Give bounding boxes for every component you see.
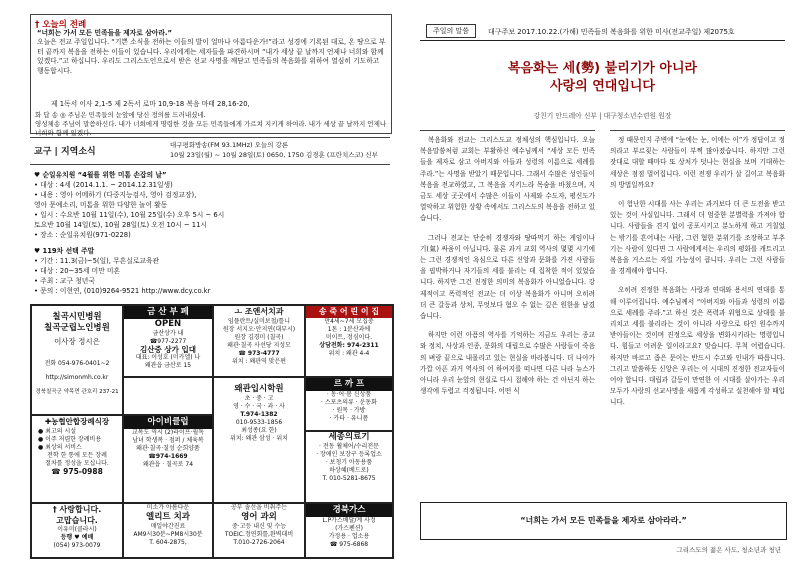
ad-kinder-l3: 미이트, 정심이다. xyxy=(325,334,373,341)
pull-quote: “너희는 가서 모든 민족들을 제자로 삼아라라.” xyxy=(420,502,787,540)
ad-thanks-l2: 이유미(클라시) xyxy=(57,526,97,533)
ad-academy-l1: 초 · 중 · 고 xyxy=(244,395,274,402)
ad-gas xyxy=(305,503,393,558)
ad-thanks-l1: 고맙습니다. xyxy=(56,516,98,525)
ad-hospital-sub: 칠곡군립노인병원 xyxy=(44,323,110,333)
quote-text: 오늘은 전교 주일입니다. “기쁜 소식을 전하는 이들의 발이 얼마나 아름다운가!”라고 성경에 기록된 대로, 온 땅으로 부터 끝까지 복음을 전하는 이들이 있습니다. 우리에게는 세자들을 파견하시며 “내가 세상 끝 날까지 언제나 너희와 함께 있겠다.”고 하십니다. 우리도 그리스도인으로서 받은 선교 사명을 깨닫고 민족들의 복음화를 위하여 열심히 기도하고 행동합시다. xyxy=(37,38,386,75)
todays-liturgy-box xyxy=(30,14,392,137)
article-paragraph: 하지만 이런 아픔의 역사를 기억하는 지금도 우리는 종교와 정치, 사상과 인종, 문화의 대립으로 수많은 사람들이 죽음의 벼랑 끝으로 내몰리고 있는 현실을 바라봅니다. 더 나아가 가깝 아픈 과거 역사의 어 하여지를 떠나면 다른 나라 뉴스가 아니라 우리 눈앞의 현실로 다시 접해야 하는 건 아닌지 하는 생각에 두렵고 걱정됩니다. 어떤 식 xyxy=(420,331,595,396)
article-paragraph: 정 때문인지 주변에 “눈에는 눈, 이에는 이”가 정답이고 정의라고 부르짖는 사람들이 부쩍 많아졌습니다. 하지만 그런 잣대로 대할 때마다 또 상처가 덧나는 현실을 보며 기대하는 세상은 점점 멀어집니다. 이런 전쟁 우리가 살 길이고 복음화의 방법일까요? xyxy=(610,136,785,189)
caption: 그리스도의 젊은 사도, 청소년과 청년 xyxy=(676,546,781,554)
ad-kinder-l5: 위치 : 왜관 4-4 xyxy=(328,350,370,357)
article-paragraph: 그러나 전교는 단순히 경쟁자와 땅따먹기 하는 게임이나 기(氣) 싸움이 아닙니다. 물론 과거 교회 역사의 몇몇 시기에는 그런 경쟁적인 욕심으로 다른 신앙과 문화를 가진 사람들을 핍박하거나 자기들의 세를 불리는 데 집착한 적이 있었습니다. 하지만 그건 진정한 의미의 복음화가 아니었습니다. 강제적이고 폭력적인 전교는 더 이상 복음화가 아니며 오히려 더 큰 갈등과 상처, 무엇보다 혐오 수 없는 깊은 원한을 남겼습니다. xyxy=(420,233,595,321)
ad-gas-head: 경북가스 xyxy=(306,504,392,517)
ad-medical-l1: · 전동 휠체어/수리전문 xyxy=(319,443,379,450)
ad-hospital-web[interactable]: http://simonmh.co.kr xyxy=(45,374,109,381)
ad-medical-l3: · 보청기 아동용품 xyxy=(325,459,373,466)
ad-thanks xyxy=(31,503,123,558)
ad-medical-l2: · 장애인 보장구 등록업소 xyxy=(316,451,382,458)
right-header xyxy=(420,22,785,41)
ads-grid xyxy=(30,304,394,559)
ad-english-tel: T.010-2726-2064 xyxy=(233,539,285,546)
ad-academy xyxy=(213,377,305,503)
ad-dental-1-tel: ☎ 973-4777 xyxy=(238,350,280,357)
ad-medical-name: 하상혜(베드로) xyxy=(329,467,369,474)
ad-academy-head: 왜관입시학원 xyxy=(234,384,284,394)
communion-antiphon: 영성체송 주님이 말씀하신다. 내가 너희에게 명령한 것을 모든 민족들에게 가르쳐 지키게 하여라. 내가 세상 끝 날까지 언제나 너희와 함께 있겠다. xyxy=(35,119,387,137)
event-line: • 문의 : 이현연, (010)9264-9521 http://www.dcy.co.kr xyxy=(34,287,211,295)
article-paragraph: 오히려 진정한 복음화는 사랑과 연대와 용서의 연대를 통해 이루어집니다. 예수님께서 “아버지와 아들과 성령의 이름으로 세례를 주라.”고 하신 것은 폭력과 위협으로 상대를 불리치고 세를 불리라는 것이 아니라 사랑으로 타인 원수까지 받아들이는 것이며 진정으로 세상을 변화시키라는 명령입니다. 힘들고 어려운 일이라고요? 맞습니다. 무척 어렵습니다. 하지만 바르고 좁은 문이는 반드시 수고와 인내가 따릅니다. 그리고 말씀하듯 신앙은 우리는 이 시대의 진정한 전교자들이 어야 합니다. 대립과 갈등이 만연한 이 시대를 살아가는 우리 모두가 사랑의 선교사명을 새롭게 각성하고 실천해야 할 때입니다. xyxy=(610,286,785,407)
ad-gas-l2: (가스펜션) xyxy=(335,525,363,532)
ad-funeral-l4: 전학 한 통에 모든 장례 xyxy=(47,452,107,459)
ad-dental-1-addr: 위치 : 왜관역 맞은편 xyxy=(231,358,287,365)
ad-lecaf-l3: · 원목 · 가방 xyxy=(332,407,366,414)
ad-elite-tel: T. 604-2875, xyxy=(149,539,187,546)
ad-lecaf xyxy=(305,377,393,431)
ad-kinder-l1: 만4세~7세 모집중 xyxy=(324,318,374,325)
ad-funeral-tel: ☎ 975-0988 xyxy=(51,467,103,476)
ad-elite-l1: 매일야간진료 xyxy=(150,523,186,530)
ad-ivy-l4: 왜관읍 · 칠곡로 74 xyxy=(142,461,194,468)
ad-lecaf-l2: · 스포츠의류 · 운동화 xyxy=(321,399,377,406)
ad-english-l1: 중·고등 내신 및 수능 xyxy=(232,523,286,530)
event-line: • 내용 : 영아 어메하기 (다중지능검사, 영아 검정교장), xyxy=(34,191,197,199)
broadcast-line-2: 10월 23일(월) ~ 10월 28일(토) 0650, 1750 김경훈 (프란치스코) 신부 xyxy=(170,151,378,159)
ad-english-name: 영어 과외 xyxy=(241,512,277,522)
ad-dental-1-l4: 왜관·칠곡 사선당 지성모 xyxy=(227,342,291,349)
ad-buffet-name: 김산중 상가 입대 xyxy=(140,345,196,354)
ad-academy-l3: 010-9533-1856 xyxy=(235,419,283,426)
ad-elite-head: 미소가 아름다운 xyxy=(146,504,190,511)
ad-funeral xyxy=(31,415,123,503)
ad-academy-l5: 위치: 왜관 삼성 · 위치 xyxy=(230,435,288,442)
article-column-right xyxy=(610,130,785,520)
ad-funeral-head: ✚농협안합장례식장 xyxy=(44,417,110,426)
ad-thanks-head: † 사랑합니다. xyxy=(52,505,102,514)
ad-english-head: 공부 솔선을 비춰주는 xyxy=(231,504,287,511)
response-psalm: 화 답 송 ◎ 주님은 민족들의 눈앞에 당신 정의를 드러내셨네. xyxy=(35,111,206,119)
ad-buffet-tel: ☎977-2277 xyxy=(149,338,187,345)
event-line: • 일시 : 수요반 10월 11일(수), 10월 25일(수) 오후 5시 ~ 6시 xyxy=(34,211,225,219)
ad-ivy-l1: 교복도 역시 (2)라이프·필독 xyxy=(131,429,205,436)
article-column-left xyxy=(420,130,595,520)
readings: 제 1독서 이사 2,1-5 제 2독서 로마 10,9-18 복음 마태 28,16-20, xyxy=(51,100,250,108)
ad-dental-1-l3: 원장 김경미 (칠곡) xyxy=(234,334,284,341)
ad-dental-1-l2: 원장 서지오·안지연(대부시) xyxy=(222,326,296,333)
event-line: 토요반 10월 14일(토), 10월 28일(토) 오전 10시 ~ 11시 xyxy=(34,221,207,229)
quote-bold: “너희는 가서 모든 민족들을 제자로 삼아라.” xyxy=(37,29,172,37)
left-page xyxy=(30,10,395,560)
ad-gas-l1: L.P가스배달/계 사정 xyxy=(322,517,376,524)
event-line: • 장소 : 순일유치원(971-0228) xyxy=(34,231,131,239)
title-line-1: 복음화는 세(勢) 불리기가 아니라 xyxy=(507,61,698,76)
diocese-news-title: 교구 | 지역소식 xyxy=(34,147,96,157)
diocese-news-header xyxy=(30,137,390,165)
ad-thanks-tel: (054) 973-0079 xyxy=(53,542,101,549)
ad-dental-1-head: ㅗ 조앤서치과 xyxy=(234,307,284,316)
ad-lecaf-l1: · 동·어·봄 신상품 xyxy=(326,391,372,398)
ad-english xyxy=(213,503,305,558)
ad-elite-name: 엘리트 치과 xyxy=(145,512,190,522)
ad-lecaf-l4: · 카타 · 유니폼 xyxy=(329,415,369,422)
ad-kinder-l2: 1톤 : 1분산과에 xyxy=(327,326,371,333)
ad-funeral-spacer xyxy=(123,377,213,415)
broadcast-line-1: 대구평화방송(FM 93.1MHz) 오늘의 강론 xyxy=(170,141,289,149)
article-paragraph: 복음화와 전교는 그리스도교 정체성의 핵심입니다. 오늘 복음말씀처럼 교회는 부활하신 예수님께서 “세상 모든 민족들을 제자로 삼고 아버지와 아들과 성령의 이름으로 세례를 주라.”는 사명을 받았기 때문입니다. 그래서 수많은 성인들이 복음을 전교하였고, 그 복음을 지키느라 목숨을 바쳤으며, 지금도 세상 곳곳에서 수많은 이들이 사제와 수도자, 평신도가 열악하고 위험한 상황 속에서도 그리스도의 복음을 전하고 있습니다. xyxy=(420,136,595,223)
event-line: • 대상 : 20~35세 미만 미혼 xyxy=(34,267,121,275)
ad-thanks-l3: 등행 ♥ 예배 xyxy=(60,534,94,541)
event-line: • 대상 : 4세 (2014.1.1. ~ 2014.12.31일생) xyxy=(34,181,173,189)
ad-medical-head: 세종의료기 xyxy=(328,432,370,442)
todays-liturgy-quote xyxy=(37,29,387,76)
ad-ivy-l2: 남녀 학생복 · 점퍼 / 체육복 xyxy=(132,437,204,444)
ad-dental-1 xyxy=(213,305,305,377)
ad-lecaf-head: 르 까 프 xyxy=(306,378,392,391)
ad-funeral-l1: ● 최고의 시설 xyxy=(38,428,77,435)
ad-funeral-l5: 절차를 정성을 모십니다. xyxy=(45,460,109,467)
event-line: • 주최 : 교구 청년국 xyxy=(34,277,95,285)
ad-academy-l4: 최성종(요 한) xyxy=(241,427,277,434)
article-author: 강친기 안드레아 신부 | 대구청소년수련원 원장 xyxy=(533,112,672,120)
issue-meta: 대구주보 2017.10.22.(가해) 민족들의 복음화를 위한 미사(전교주일) 제2075호 xyxy=(488,28,735,36)
ad-medical-tel: T. 010-5281-8675 xyxy=(322,475,376,482)
article-title xyxy=(420,60,785,96)
ad-kinder-l4: 상담전화: 974-2311 xyxy=(319,342,379,349)
ad-dental-1-l1: 임플란트/실미보철/틀니 xyxy=(227,318,290,325)
event-line: • 기간 : 11.3(금)~5(일), 무흔실로교육관 xyxy=(34,257,160,265)
ad-medical xyxy=(305,431,393,503)
ad-funeral-l2: ● 이주 저렴한 장례비용 xyxy=(38,436,102,443)
ad-academy-l2: 영 · 수 · 국 · 과 · 사 xyxy=(233,403,285,410)
ad-kindergarten xyxy=(305,305,393,377)
ad-hospital-tel: 전화 054-976-0401~2 xyxy=(44,360,110,367)
ad-buffet-sub: 금산상가 내 xyxy=(152,330,184,337)
ad-buffet xyxy=(123,305,213,377)
ad-hospital xyxy=(31,305,123,415)
ad-buffet-open: OPEN xyxy=(154,319,182,329)
ad-buffet-owner: 대표: 이성호 (미카엘) 나 xyxy=(135,354,201,361)
ad-ivy-tel: ☎974-1669 xyxy=(148,453,188,460)
ad-hospital-director: 이사장 정시은 xyxy=(54,337,100,346)
ad-ivy-club xyxy=(123,415,213,503)
section-label: 주일의 말씀 xyxy=(426,24,476,38)
event-line: ♥ 119차 선택 주말 xyxy=(34,247,95,255)
event-line: 영아 문예소리, 미톰을 위한 다양한 놀이 활동 xyxy=(34,201,168,209)
right-page xyxy=(420,10,785,560)
ad-buffet-head: 금 산 부 페 xyxy=(124,306,212,319)
ad-funeral-l3: ● 최상의 서비스 xyxy=(38,444,82,451)
ad-academy-tel: T.974-1382 xyxy=(240,411,278,418)
ad-ivy-l3: 왜관·칠곡·칠성 순희양품 xyxy=(136,445,200,452)
ad-hospital-addr: 경북칠곡군 약목면 관호리 237-21 xyxy=(35,389,119,395)
ad-hospital-name: 칠곡시민병원 xyxy=(52,312,102,322)
ad-kinder-head: 송 죽 어 린 이 집 xyxy=(306,306,392,318)
ad-elite-dental xyxy=(123,503,213,558)
ad-gas-tel: ☎ 975-6868 xyxy=(329,541,369,548)
todays-liturgy-title: † 오늘의 전례 xyxy=(35,20,87,30)
ad-english-l3: TOEIC.정연회를,완벽대비 xyxy=(224,531,294,538)
event-line: ♥ 순일유치원 “4월를 위한 미톰 손잡의 날” xyxy=(34,171,167,179)
ad-buffet-addr: 왜관읍 금산로 15 xyxy=(144,362,192,369)
ad-ivy-head: 아이비클럽 xyxy=(124,416,212,429)
article-paragraph: 이 험난한 시대를 사는 우리는 과거보다 더 큰 도전을 받고 있는 것이 사실입니다. 그래서 더 엄중한 분별력을 가져야 합니다. 사람들을 견지 없이 공포시키고 분노하게 하고 거칠었는 밖기를 흔어내는 사람, 그런 혐한 분위기를 조장하고 부추기는 사람이 있다면 그 사람에게서는 우리의 평화를 캐트리고 복음을 거스르는 자일 가능성이 큽니다. 우리는 그런 사람들을 경계해야 합니다. xyxy=(610,200,785,276)
ad-elite-l2: AM9시30분~PM8시30분 xyxy=(133,531,203,538)
title-line-2: 사랑의 연대입니다 xyxy=(550,79,655,94)
responses xyxy=(35,111,387,137)
ad-gas-l4: 가정용 · 업소용 xyxy=(328,533,370,540)
